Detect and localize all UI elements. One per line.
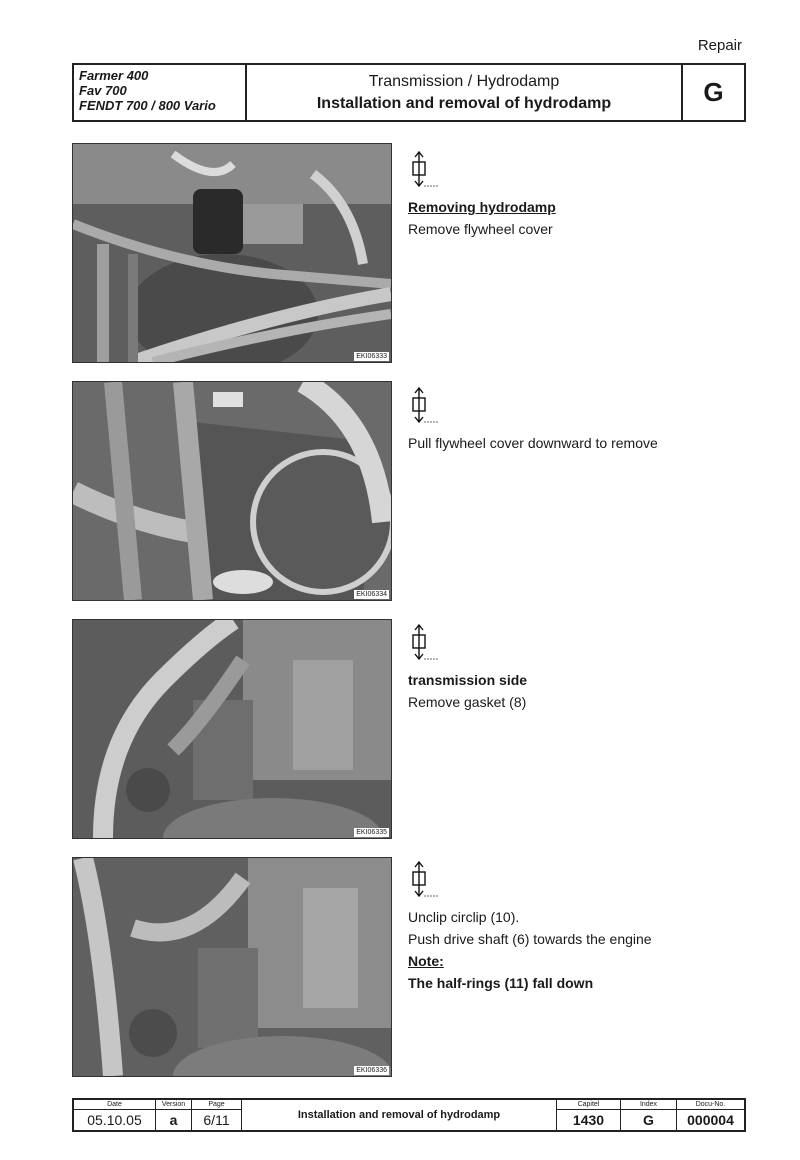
step-heading: Removing hydrodamp — [408, 199, 556, 215]
photo-code: EKI06334 — [356, 591, 387, 598]
model-name: FENDT 700 / 800 Vario — [79, 98, 216, 113]
step-2 — [408, 386, 738, 454]
date-label: Date — [74, 1100, 156, 1110]
version-value: a — [156, 1110, 192, 1131]
note-label: Note: — [408, 953, 444, 969]
step-3 — [408, 623, 738, 713]
document-footer — [72, 1098, 746, 1132]
group-letter: G — [681, 65, 744, 120]
photo-code: EKI06335 — [356, 829, 387, 836]
model-name: Farmer 400 — [79, 68, 149, 83]
docu-value: 000004 — [677, 1110, 745, 1131]
docu-label: Docu-No. — [677, 1100, 745, 1110]
page-value: 6/11 — [192, 1110, 242, 1131]
document-title: Installation and removal of hydrodamp — [316, 95, 612, 112]
capitel-label: Capitel — [557, 1100, 621, 1110]
step-1 — [408, 150, 738, 240]
dismount-icon — [408, 860, 442, 900]
capitel-value: 1430 — [557, 1110, 621, 1131]
repair-label: Repair — [697, 37, 742, 54]
model-name: Fav 700 — [79, 83, 127, 98]
step-photo-4 — [72, 857, 392, 1077]
step-photo-1 — [72, 143, 392, 363]
step-heading: transmission side — [408, 672, 528, 688]
index-value: G — [621, 1110, 677, 1131]
dismount-icon — [408, 150, 442, 190]
page-label: Page — [192, 1100, 242, 1110]
photo-code: EKI06336 — [356, 1067, 387, 1074]
photo-code: EKI06333 — [356, 353, 387, 360]
step-text: Push drive shaft (6) towards the engine — [408, 931, 652, 947]
dismount-icon — [408, 623, 442, 663]
step-text: Pull flywheel cover downward to remove — [408, 435, 658, 451]
step-photo-3 — [72, 619, 392, 839]
note-text: The half-rings (11) fall down — [408, 975, 594, 991]
header-titles — [247, 65, 681, 120]
footer-title: Installation and removal of hydrodamp — [242, 1100, 557, 1131]
step-text: Unclip circlip (10). — [408, 909, 520, 925]
step-text: Remove flywheel cover — [408, 221, 553, 237]
model-list — [74, 65, 247, 120]
document-subtitle: Transmission / Hydrodamp — [368, 73, 560, 90]
step-4 — [408, 860, 738, 994]
date-value: 05.10.05 — [74, 1110, 156, 1131]
document-header — [72, 63, 746, 122]
step-photo-2 — [72, 381, 392, 601]
version-label: Version — [156, 1100, 192, 1110]
step-text: Remove gasket (8) — [408, 694, 527, 710]
dismount-icon — [408, 386, 442, 426]
index-label: Index — [621, 1100, 677, 1110]
